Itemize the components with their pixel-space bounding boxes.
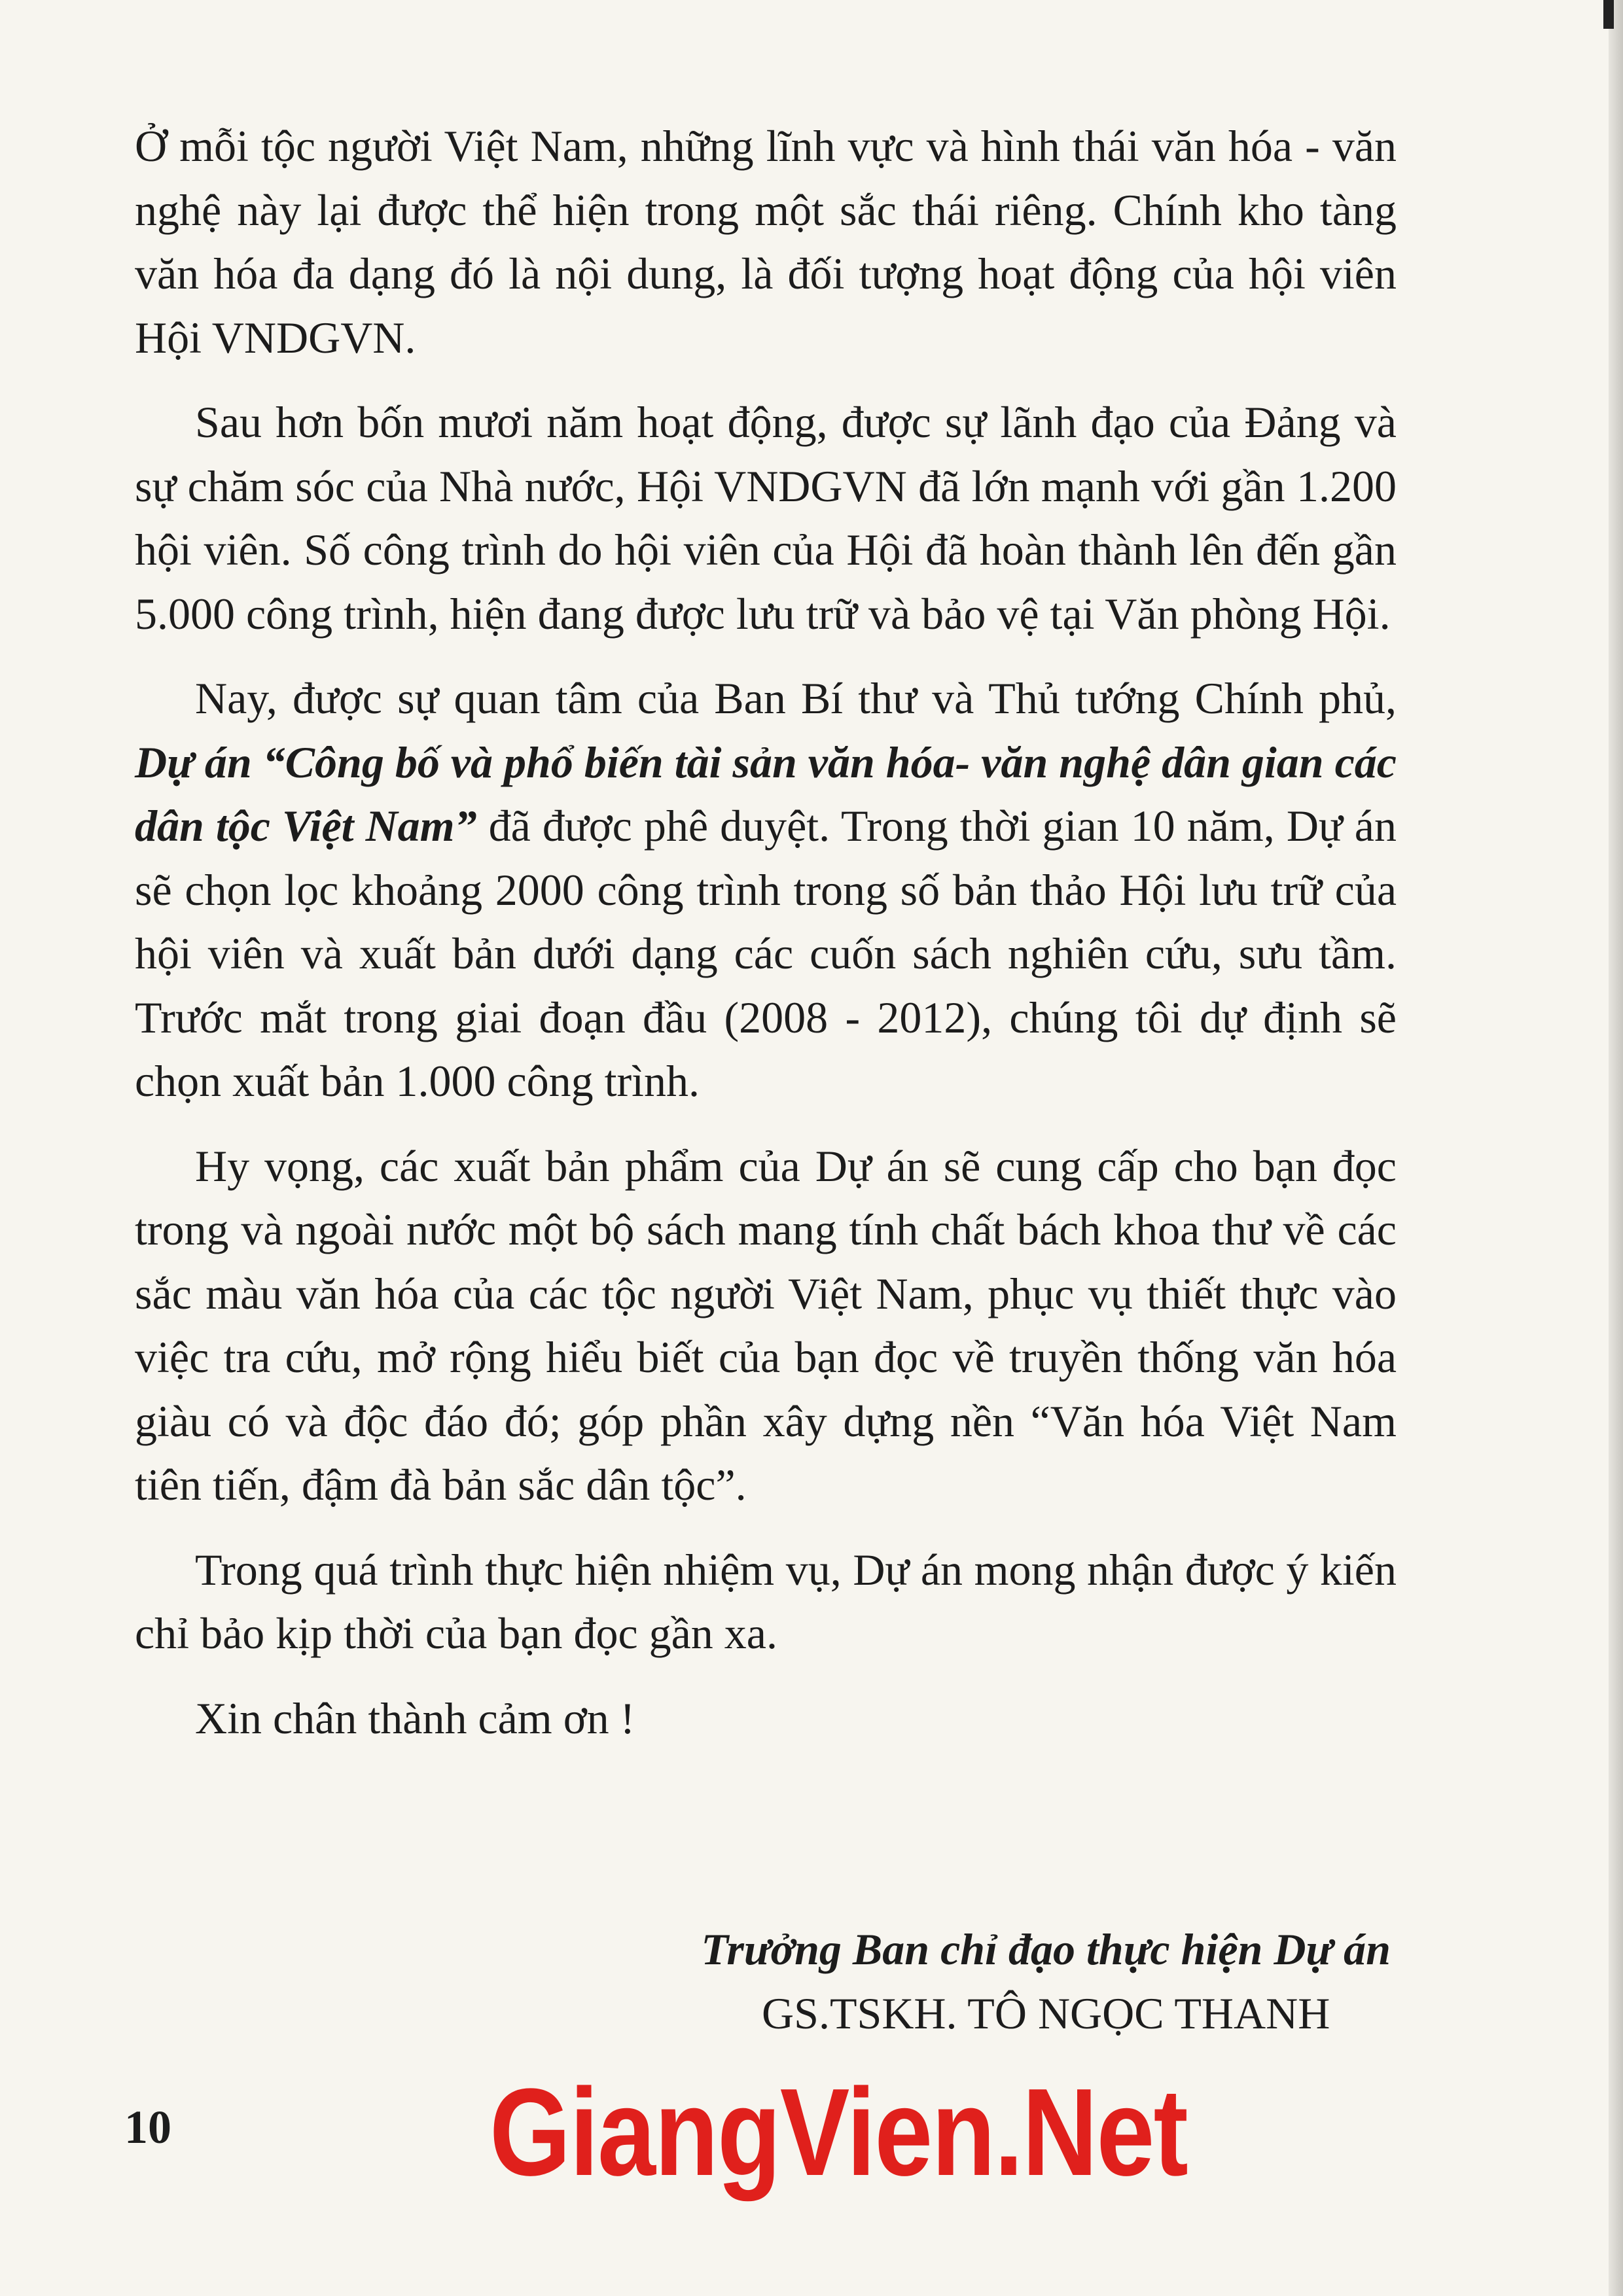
paragraph-text: Hy vọng, các xuất bản phẩm của Dự án sẽ cung cấp cho bạn đọc trong và ngoài nước một bộ sách mang tính chất bách khoa thư về các sắc màu văn hóa của các tộc người Việt Nam, phục vụ thiết thực vào việc tra cứu, mở rộng hiểu biết của bạn đọc về truyền thống văn hóa giàu có và độc đáo đó; góp phần xây dựng nền “Văn hóa Việt Nam tiên tiến, đậm đà bản sắc dân tộc”. [135, 1140, 1397, 1510]
paragraph-2 [135, 391, 1397, 646]
paragraph-text: Sau hơn bốn mươi năm hoạt động, được sự lãnh đạo của Đảng và sự chăm sóc của Nhà nước, Hội VNDGVN đã lớn mạnh với gần 1.200 hội viên. Số công trình do hội viên của Hội đã hoàn thành lên đến gần 5.000 công trình, hiện đang được lưu trữ và bảo vệ tại Văn phòng Hội. [135, 397, 1397, 639]
signature-block [701, 1917, 1391, 2045]
paragraph-text: đã được phê duyệt. Trong thời gian 10 năm, Dự án sẽ chọn lọc khoảng 2000 công trình trong số bản thảo Hội lưu trữ của hội viên và xuất bản dưới dạng các cuốn sách nghiên cứu, sưu tầm. Trước mắt trong giai đoạn đầu (2008 - 2012), chúng tôi dự định sẽ chọn xuất bản 1.000 công trình. [135, 801, 1397, 1106]
paragraph-text: Xin chân thành cảm ơn ! [195, 1693, 635, 1743]
paragraph-1 [135, 115, 1397, 370]
signature-title: Trưởng Ban chỉ đạo thực hiện Dự án [701, 1924, 1391, 1974]
paragraph-5 [135, 1538, 1397, 1666]
paragraph-text: Trong quá trình thực hiện nhiệm vụ, Dự án mong nhận được ý kiến chỉ bảo kịp thời của bạn đọc gần xa. [135, 1544, 1397, 1658]
watermark: GiangVien.Net [490, 2063, 1188, 2202]
paragraph-3 [135, 667, 1397, 1114]
paragraph-text: Ở mỗi tộc người Việt Nam, những lĩnh vực và hình thái văn hóa - văn nghệ này lại được thể hiện trong một sắc thái riêng. Chính kho tàng văn hóa đa dạng đó là nội dung, là đối tượng hoạt động của hội viên Hội VNDGVN. [135, 121, 1397, 362]
project-title-emphasis: Dự án “Công bố và phổ biến tài sản văn hóa- văn nghệ dân gian các dân tộc Việt Nam” [135, 737, 1397, 851]
body-text [135, 115, 1397, 1771]
paragraph-6 [135, 1687, 1397, 1751]
page-edge [1609, 0, 1623, 2296]
paragraph-4 [135, 1135, 1397, 1517]
corner-mark [1603, 0, 1614, 29]
signature-name: GS.TSKH. TÔ NGỌC THANH [762, 1988, 1330, 2038]
paragraph-text: Nay, được sự quan tâm của Ban Bí thư và Thủ tướng Chính phủ, [195, 673, 1397, 723]
page-number: 10 [124, 2101, 171, 2153]
